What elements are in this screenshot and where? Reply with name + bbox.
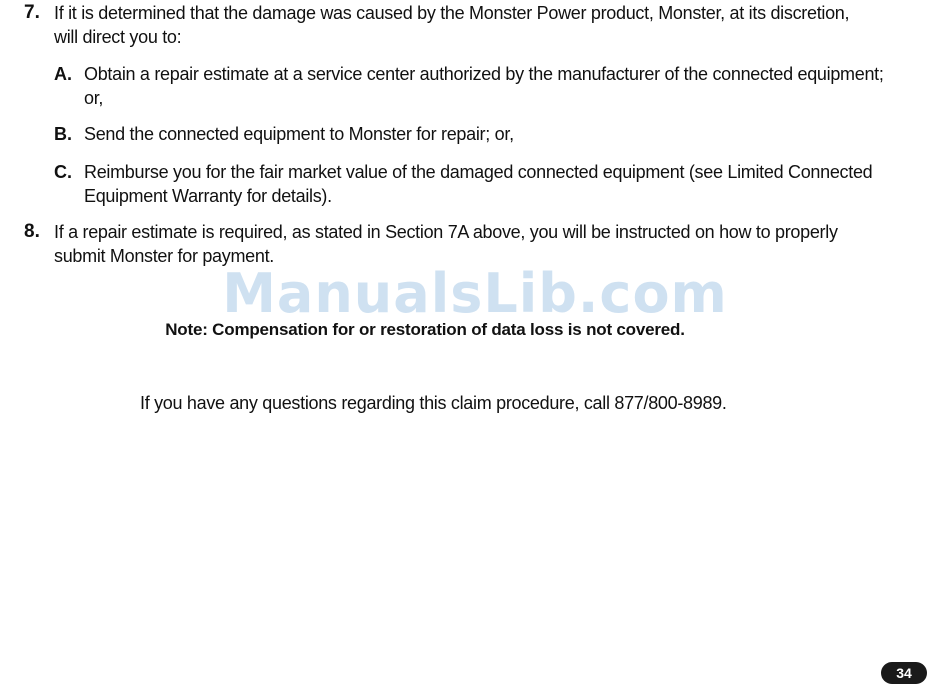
item-7-line-1: If it is determined that the damage was caused by the Monster Power product, Monster, at its discretion, [54,3,850,23]
subitem-b-line-1: Send the connected equipment to Monster for repair; or, [84,124,514,144]
item-7-number: 7. [24,2,40,23]
item-8-line-1: If a repair estimate is required, as stated in Section 7A above, you will be instructed on how to properly [54,222,838,242]
item-7-line-2: will direct you to: [54,27,182,47]
subitem-c-line-1: Reimburse you for the fair market value of the damaged connected equipment (see Limited Connected [84,162,873,182]
watermark: ManualsLib.com [222,262,728,325]
subitem-a-line-1: Obtain a repair estimate at a service center authorized by the manufacturer of the connected equipment; [84,64,884,84]
item-8-line-2: submit Monster for payment. [54,246,274,266]
subitem-a-letter: A. [54,64,72,84]
contact-text: If you have any questions regarding this claim procedure, call 877/800-8989. [140,393,727,413]
subitem-a-line-2: or, [84,88,104,108]
subitem-b-letter: B. [54,124,72,144]
page-number-badge: 34 [881,662,927,684]
item-8-number: 8. [24,221,40,242]
note-text: Note: Compensation for or restoration of data loss is not covered. [165,320,685,339]
subitem-c-letter: C. [54,162,72,182]
subitem-c-line-2: Equipment Warranty for details). [84,186,332,206]
